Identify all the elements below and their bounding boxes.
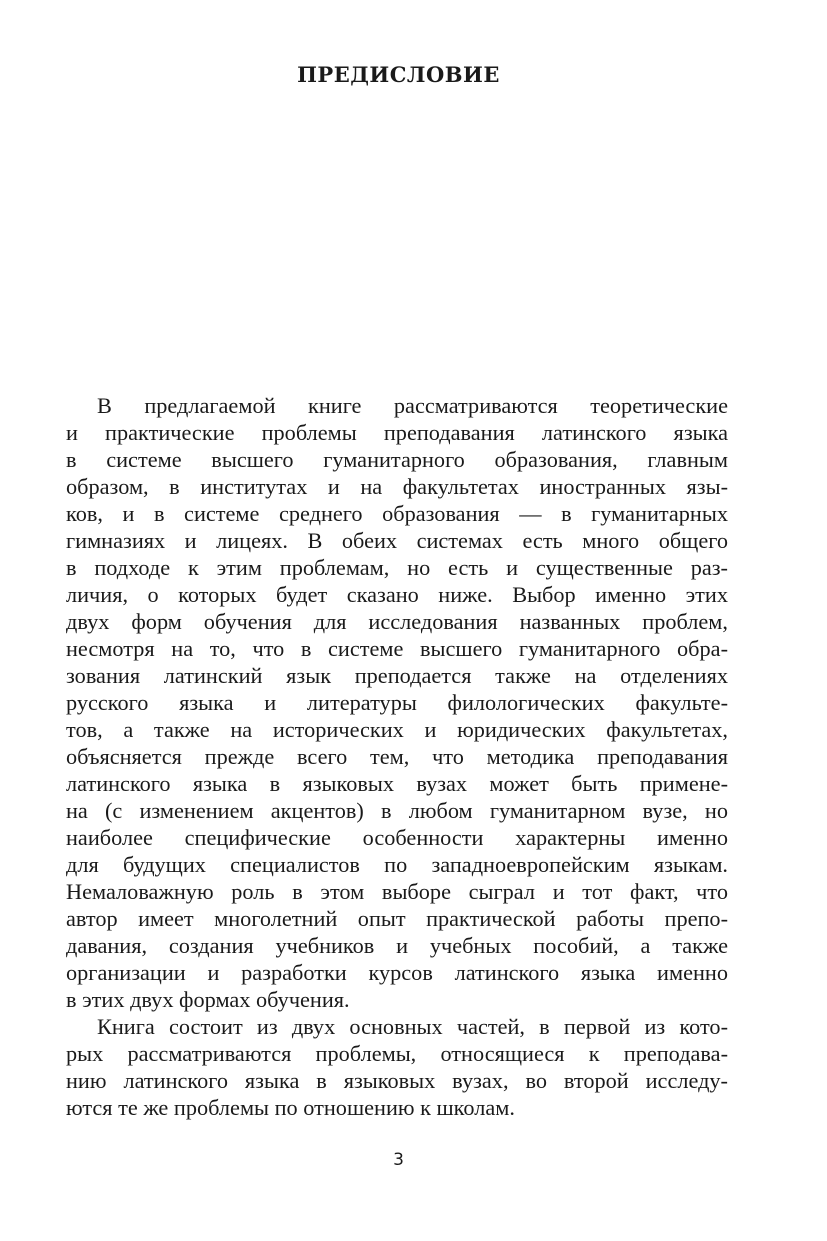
body-text — [66, 392, 728, 1121]
text-line: для будущих специалистов по западноевропейским языкам. — [66, 852, 728, 877]
text-line: объясняется прежде всего тем, что методика преподавания — [66, 744, 728, 769]
text-line: латинского языка в языковых вузах может быть примене- — [66, 771, 728, 796]
text-line: ков, и в системе среднего образования — в гуманитарных — [66, 501, 728, 526]
page-number: 3 — [393, 1150, 404, 1170]
text-line: личия, о которых будет сказано ниже. Выбор именно этих — [66, 582, 728, 607]
text-line: и практические проблемы преподавания латинского языка — [66, 420, 728, 445]
text-line: организации и разработки курсов латинского языка именно — [66, 960, 728, 985]
text-line: в системе высшего гуманитарного образования, главным — [66, 447, 728, 472]
text-line: в этих двух формах обучения. — [66, 987, 350, 1012]
page-title: ПРЕДИСЛОВИЕ — [297, 62, 500, 87]
text-line: Книга состоит из двух основных частей, в первой из кото- — [97, 1014, 728, 1039]
text-line: Немаловажную роль в этом выборе сыграл и тот факт, что — [66, 879, 728, 904]
text-line: нию латинского языка в языковых вузах, во второй исследу- — [66, 1068, 728, 1093]
text-line: в подходе к этим проблемам, но есть и существенные раз- — [66, 555, 728, 580]
text-line: рых рассматриваются проблемы, относящиеся к преподава- — [66, 1041, 728, 1066]
text-line: образом, в институтах и на факультетах иностранных язы- — [66, 474, 728, 499]
text-line: тов, а также на исторических и юридических факультетах, — [66, 717, 728, 742]
paragraph-1 — [66, 392, 728, 1013]
text-line: несмотря на то, что в системе высшего гуманитарного обра- — [66, 636, 728, 661]
text-line: автор имеет многолетний опыт практической работы препо- — [66, 906, 728, 931]
text-line: зования латинский язык преподается также на отделениях — [66, 663, 728, 688]
text-line: русского языка и литературы филологических факульте- — [66, 690, 728, 715]
text-line: гимназиях и лицеях. В обеих системах есть много общего — [66, 528, 728, 553]
text-line: двух форм обучения для исследования названных проблем, — [66, 609, 728, 634]
text-line: ются те же проблемы по отношению к школам. — [66, 1095, 515, 1120]
text-line: наиболее специфические особенности характерны именно — [66, 825, 728, 850]
text-line: на (с изменением акцентов) в любом гуманитарном вузе, но — [66, 798, 728, 823]
text-line: В предлагаемой книге рассматриваются теоретические — [97, 393, 728, 418]
paragraph-2 — [66, 1013, 728, 1121]
text-line: давания, создания учебников и учебных пособий, а также — [66, 933, 728, 958]
